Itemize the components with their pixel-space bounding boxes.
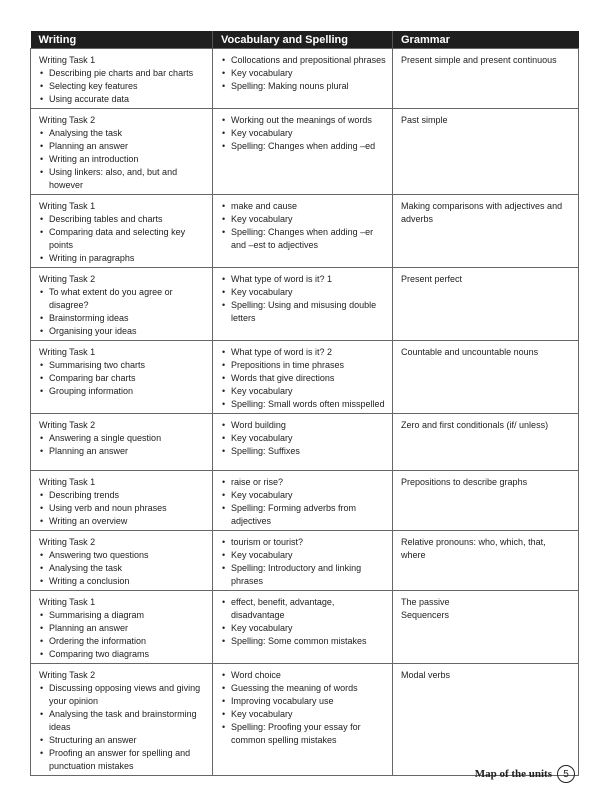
grammar-text: Countable and uncountable nouns <box>401 347 539 357</box>
grammar-text: Zero and first conditionals (if/ unless) <box>401 420 549 430</box>
vocabulary-list <box>221 200 386 252</box>
table-row <box>31 109 579 195</box>
list-item: • make and cause <box>221 200 386 213</box>
grammar-text: Past simple <box>401 115 448 125</box>
list-item: • Words that give directions <box>221 372 386 385</box>
writing-skills-list <box>39 213 206 265</box>
grammar-text: Present perfect <box>401 274 463 284</box>
writing-skills-list <box>39 432 206 458</box>
list-item: • Collocations and prepositional phrases <box>221 54 386 67</box>
grammar-cell <box>393 341 579 414</box>
list-item: • Comparing two diagrams <box>39 648 206 661</box>
vocabulary-list <box>221 596 386 648</box>
grammar-cell <box>393 49 579 109</box>
grammar-cell <box>393 664 579 776</box>
writing-task-title: Writing Task 1 <box>39 477 96 487</box>
list-item: • Spelling: Suffixes <box>221 445 386 458</box>
grammar-text: Relative pronouns: who, which, that, where <box>401 537 546 560</box>
list-item: • Spelling: Changes when adding –er and –est to adjectives <box>221 226 386 252</box>
list-item: • Planning an answer <box>39 445 206 458</box>
grammar-text: Present simple and present continuous <box>401 55 557 65</box>
grammar-text: Making comparisons with adjectives and adverbs <box>401 201 563 224</box>
list-item: • Analysing the task <box>39 127 206 140</box>
grammar-cell <box>393 531 579 591</box>
vocabulary-list <box>221 346 386 411</box>
writing-skills-list <box>39 286 206 338</box>
vocabulary-cell <box>213 268 393 341</box>
list-item: • Answering a single question <box>39 432 206 445</box>
writing-task-title: Writing Task 1 <box>39 597 96 607</box>
list-item: • What type of word is it? 1 <box>221 273 386 286</box>
list-item: • Writing a conclusion <box>39 575 206 588</box>
vocabulary-list <box>221 114 386 153</box>
list-item: • Using verb and noun phrases <box>39 502 206 515</box>
writing-cell <box>31 109 213 195</box>
list-item: • Using linkers: also, and, but and however <box>39 166 206 192</box>
writing-task-title: Writing Task 1 <box>39 201 96 211</box>
grammar-cell <box>393 109 579 195</box>
list-item: • Planning an answer <box>39 140 206 153</box>
vocabulary-cell <box>213 341 393 414</box>
list-item: • Word building <box>221 419 386 432</box>
list-item: • Analysing the task <box>39 562 206 575</box>
list-item: • Working out the meanings of words <box>221 114 386 127</box>
list-item: • Comparing data and selecting key points <box>39 226 206 252</box>
list-item: • Key vocabulary <box>221 489 386 502</box>
vocabulary-cell <box>213 195 393 268</box>
list-item: • Key vocabulary <box>221 385 386 398</box>
grammar-text: Modal verbs <box>401 670 451 680</box>
vocabulary-list <box>221 669 386 747</box>
writing-cell <box>31 531 213 591</box>
list-item: • Key vocabulary <box>221 127 386 140</box>
list-item: • Key vocabulary <box>221 286 386 299</box>
list-item: • Prepositions in time phrases <box>221 359 386 372</box>
list-item: • Spelling: Changes when adding –ed <box>221 140 386 153</box>
table-row <box>31 471 579 531</box>
list-item: • raise or rise? <box>221 476 386 489</box>
writing-skills-list <box>39 682 206 773</box>
vocabulary-cell <box>213 49 393 109</box>
header-writing: Writing <box>31 31 213 49</box>
list-item: • Key vocabulary <box>221 622 386 635</box>
writing-skills-list <box>39 127 206 192</box>
list-item: • Writing an overview <box>39 515 206 528</box>
grammar-cell <box>393 195 579 268</box>
writing-skills-list <box>39 67 206 106</box>
list-item: • Describing tables and charts <box>39 213 206 226</box>
vocabulary-list <box>221 536 386 588</box>
page-footer <box>475 765 575 783</box>
vocabulary-list <box>221 476 386 528</box>
writing-cell <box>31 664 213 776</box>
table-row <box>31 268 579 341</box>
list-item: • Discussing opposing views and giving your opinion <box>39 682 206 708</box>
writing-cell <box>31 268 213 341</box>
writing-cell <box>31 341 213 414</box>
writing-task-title: Writing Task 2 <box>39 670 96 680</box>
grammar-cell <box>393 414 579 471</box>
list-item: • Describing pie charts and bar charts <box>39 67 206 80</box>
writing-skills-list <box>39 549 206 588</box>
units-map-table-container <box>30 31 578 776</box>
list-item: • Spelling: Proofing your essay for common spelling mistakes <box>221 721 386 747</box>
list-item: • Answering two questions <box>39 549 206 562</box>
vocabulary-cell <box>213 591 393 664</box>
table-row <box>31 49 579 109</box>
list-item: • Ordering the information <box>39 635 206 648</box>
units-map-table <box>30 31 579 776</box>
list-item: • Planning an answer <box>39 622 206 635</box>
writing-task-title: Writing Task 1 <box>39 347 96 357</box>
list-item: • Grouping information <box>39 385 206 398</box>
writing-cell <box>31 195 213 268</box>
list-item: • Spelling: Small words often misspelled <box>221 398 386 411</box>
header-grammar: Grammar <box>393 31 579 49</box>
writing-skills-list <box>39 359 206 398</box>
list-item: • Key vocabulary <box>221 213 386 226</box>
grammar-cell <box>393 591 579 664</box>
list-item: • Summarising two charts <box>39 359 206 372</box>
list-item: • Comparing bar charts <box>39 372 206 385</box>
writing-task-title: Writing Task 2 <box>39 274 96 284</box>
list-item: • Spelling: Some common mistakes <box>221 635 386 648</box>
vocabulary-cell <box>213 414 393 471</box>
list-item: • Guessing the meaning of words <box>221 682 386 695</box>
vocabulary-cell <box>213 664 393 776</box>
list-item: • Key vocabulary <box>221 67 386 80</box>
footer-title: Map of the units <box>474 768 552 780</box>
table-row <box>31 531 579 591</box>
writing-cell <box>31 414 213 471</box>
list-item: • What type of word is it? 2 <box>221 346 386 359</box>
vocabulary-cell <box>213 531 393 591</box>
table-row <box>31 591 579 664</box>
list-item: • Selecting key features <box>39 80 206 93</box>
list-item: • Summarising a diagram <box>39 609 206 622</box>
table-header-row <box>31 31 579 49</box>
list-item: • To what extent do you agree or disagree? <box>39 286 206 312</box>
vocabulary-cell <box>213 471 393 531</box>
list-item: • Describing trends <box>39 489 206 502</box>
list-item: • Spelling: Forming adverbs from adjectives <box>221 502 386 528</box>
vocabulary-list <box>221 419 386 458</box>
list-item: • Key vocabulary <box>221 432 386 445</box>
list-item: • Spelling: Using and misusing double letters <box>221 299 386 325</box>
grammar-text: Prepositions to describe graphs <box>401 477 528 487</box>
vocabulary-list <box>221 54 386 93</box>
list-item: • Key vocabulary <box>221 549 386 562</box>
grammar-cell <box>393 471 579 531</box>
list-item: • Proofing an answer for spelling and punctuation mistakes <box>39 747 206 773</box>
writing-cell <box>31 471 213 531</box>
list-item: • Word choice <box>221 669 386 682</box>
writing-skills-list <box>39 489 206 528</box>
vocabulary-list <box>221 273 386 325</box>
table-row <box>31 664 579 776</box>
header-vocabulary-spelling: Vocabulary and Spelling <box>213 31 393 49</box>
list-item: • effect, benefit, advantage, disadvantage <box>221 596 386 622</box>
list-item: • Spelling: Making nouns plural <box>221 80 386 93</box>
table-row <box>31 195 579 268</box>
list-item: • Improving vocabulary use <box>221 695 386 708</box>
list-item: • Using accurate data <box>39 93 206 106</box>
list-item: • Key vocabulary <box>221 708 386 721</box>
writing-task-title: Writing Task 2 <box>39 420 96 430</box>
grammar-cell <box>393 268 579 341</box>
list-item: • tourism or tourist? <box>221 536 386 549</box>
list-item: • Writing an introduction <box>39 153 206 166</box>
list-item: • Analysing the task and brainstorming ideas <box>39 708 206 734</box>
list-item: • Writing in paragraphs <box>39 252 206 265</box>
table-row <box>31 414 579 471</box>
writing-cell <box>31 49 213 109</box>
table-row <box>31 341 579 414</box>
grammar-text: The passive Sequencers <box>401 597 450 620</box>
writing-skills-list <box>39 609 206 661</box>
list-item: • Spelling: Introductory and linking phrases <box>221 562 386 588</box>
writing-task-title: Writing Task 2 <box>39 115 96 125</box>
writing-cell <box>31 591 213 664</box>
page-number: 5 <box>557 765 575 783</box>
list-item: • Organising your ideas <box>39 325 206 338</box>
list-item: • Brainstorming ideas <box>39 312 206 325</box>
writing-task-title: Writing Task 1 <box>39 55 96 65</box>
list-item: • Structuring an answer <box>39 734 206 747</box>
writing-task-title: Writing Task 2 <box>39 537 96 547</box>
vocabulary-cell <box>213 109 393 195</box>
